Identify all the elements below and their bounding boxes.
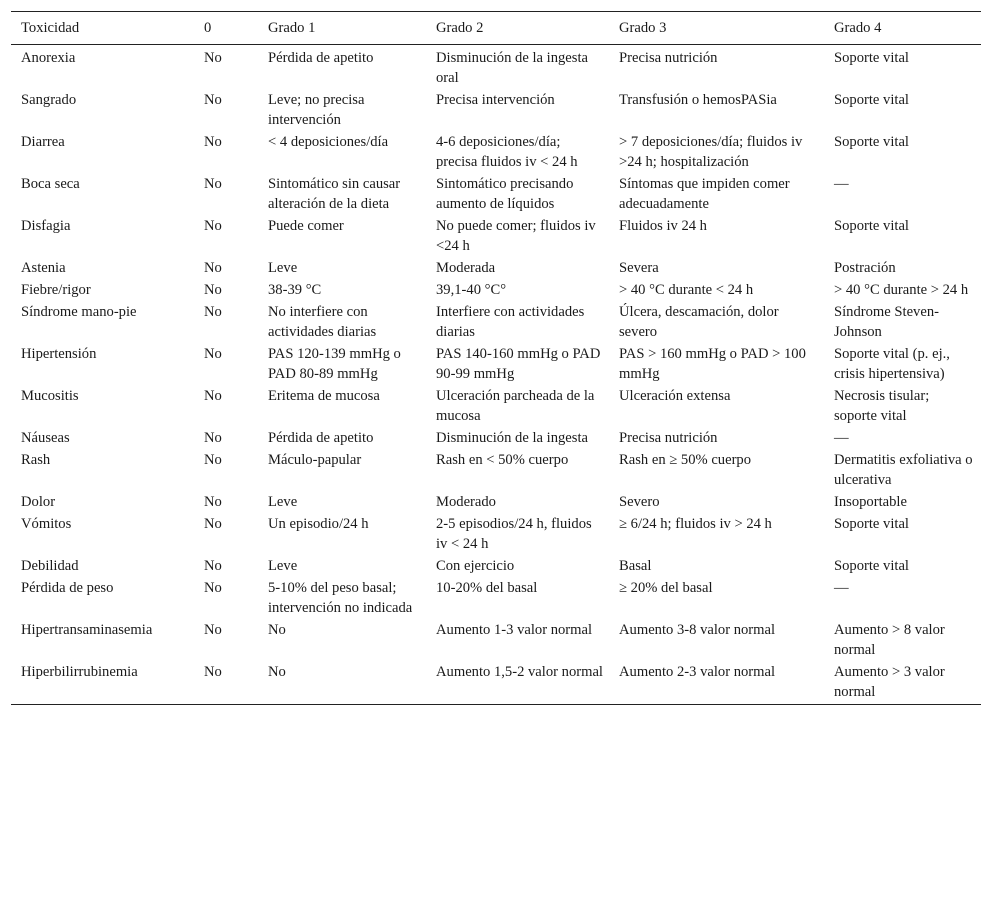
cell-grado-0: No <box>204 134 222 150</box>
cell-grado-3: Severa <box>619 260 659 276</box>
table-row <box>11 257 981 279</box>
table-row <box>11 131 981 173</box>
cell-grado-0: No <box>204 388 222 404</box>
table-row <box>11 577 981 619</box>
table-row <box>11 279 981 301</box>
cell-toxicidad: Dolor <box>21 494 56 510</box>
table-row <box>11 661 981 705</box>
table-row <box>11 449 981 491</box>
cell-grado-3: Aumento 2-3 valor normal <box>619 664 776 680</box>
cell-grado-4: Soporte vital (p. ej., crisis hipertensiva) <box>834 346 950 382</box>
cell-grado-1: < 4 deposiciones/día <box>268 134 389 150</box>
cell-grado-2: Disminución de la ingesta <box>436 430 588 446</box>
cell-grado-3: Síntomas que impiden comer adecuadamente <box>619 176 790 212</box>
cell-toxicidad: Sangrado <box>21 92 77 108</box>
cell-grado-2: Moderado <box>436 494 496 510</box>
cell-grado-1: Leve <box>268 558 298 574</box>
cell-toxicidad: Fiebre/rigor <box>21 282 91 298</box>
cell-grado-2: Disminución de la ingesta oral <box>436 50 588 86</box>
cell-grado-2: Ulceración parcheada de la mucosa <box>436 388 595 424</box>
cell-grado-3: ≥ 20% del basal <box>619 580 713 596</box>
cell-toxicidad: Vómitos <box>21 516 72 532</box>
cell-toxicidad: Mucositis <box>21 388 79 404</box>
cell-grado-1: Leve <box>268 494 298 510</box>
cell-grado-0: No <box>204 282 222 298</box>
cell-grado-4: Aumento > 8 valor normal <box>834 622 945 658</box>
cell-grado-2: No puede comer; fluidos iv <24 h <box>436 218 596 254</box>
cell-grado-3: Basal <box>619 558 652 574</box>
cell-grado-4: Necrosis tisular; soporte vital <box>834 388 930 424</box>
table-row <box>11 491 981 513</box>
cell-grado-0: No <box>204 516 222 532</box>
cell-toxicidad: Síndrome mano-pie <box>21 304 137 320</box>
cell-grado-4: Postración <box>834 260 896 276</box>
cell-grado-2: 10-20% del basal <box>436 580 538 596</box>
cell-toxicidad: Anorexia <box>21 50 76 66</box>
cell-grado-4: Insoportable <box>834 494 907 510</box>
table-row <box>11 555 981 577</box>
header-toxicidad: Toxicidad <box>21 20 80 36</box>
cell-grado-2: Precisa intervención <box>436 92 555 108</box>
cell-toxicidad: Hipertransaminasemia <box>21 622 153 638</box>
cell-grado-4: Síndrome Steven-Johnson <box>834 304 939 340</box>
cell-grado-4: Soporte vital <box>834 516 909 532</box>
cell-grado-1: No interfiere con actividades diarias <box>268 304 377 340</box>
cell-grado-4: — <box>834 580 849 596</box>
cell-grado-0: No <box>204 622 222 638</box>
cell-grado-4: Dermatitis exfoliativa o ulcerativa <box>834 452 973 488</box>
header-grado-4: Grado 4 <box>834 20 882 36</box>
cell-grado-2: Con ejercicio <box>436 558 515 574</box>
table-header <box>11 12 981 45</box>
cell-grado-4: Aumento > 3 valor normal <box>834 664 945 700</box>
cell-grado-4: > 40 °C durante > 24 h <box>834 282 969 298</box>
cell-grado-3: Ulceración extensa <box>619 388 731 404</box>
cell-grado-2: Moderada <box>436 260 496 276</box>
table-row <box>11 427 981 449</box>
cell-grado-1: 5-10% del peso basal; intervención no indicada <box>268 580 413 616</box>
cell-grado-4: Soporte vital <box>834 218 909 234</box>
toxicity-grade-table <box>11 11 981 705</box>
cell-grado-4: — <box>834 430 849 446</box>
cell-grado-2: Sintomático precisando aumento de líquidos <box>436 176 574 212</box>
cell-grado-0: No <box>204 494 222 510</box>
header-row <box>11 12 981 45</box>
table-row <box>11 385 981 427</box>
cell-grado-1: Un episodio/24 h <box>268 516 369 532</box>
cell-grado-1: Leve <box>268 260 298 276</box>
cell-grado-3: Úlcera, descamación, dolor severo <box>619 304 779 340</box>
cell-grado-1: No <box>268 622 286 638</box>
cell-grado-0: No <box>204 580 222 596</box>
cell-grado-0: No <box>204 176 222 192</box>
cell-grado-1: Pérdida de apetito <box>268 50 374 66</box>
table-row <box>11 619 981 661</box>
cell-toxicidad: Diarrea <box>21 134 65 150</box>
cell-toxicidad: Hiperbilirrubinemia <box>21 664 138 680</box>
cell-grado-1: PAS 120-139 mmHg o PAD 80-89 mmHg <box>268 346 401 382</box>
cell-grado-1: Leve; no precisa intervención <box>268 92 365 128</box>
cell-grado-0: No <box>204 452 222 468</box>
cell-grado-4: Soporte vital <box>834 50 909 66</box>
cell-grado-3: Precisa nutrición <box>619 50 718 66</box>
header-grado-1: Grado 1 <box>268 20 316 36</box>
cell-grado-2: Rash en < 50% cuerpo <box>436 452 569 468</box>
cell-grado-2: PAS 140-160 mmHg o PAD 90-99 mmHg <box>436 346 601 382</box>
cell-grado-0: No <box>204 50 222 66</box>
cell-grado-2: 2-5 episodios/24 h, fluidos iv < 24 h <box>436 516 592 552</box>
cell-grado-4: Soporte vital <box>834 558 909 574</box>
cell-grado-3: Transfusión o hemosPASia <box>619 92 777 108</box>
cell-toxicidad: Disfagia <box>21 218 71 234</box>
cell-grado-2: 4-6 deposiciones/día; precisa fluidos iv < 24 h <box>436 134 578 170</box>
cell-grado-1: Máculo-papular <box>268 452 362 468</box>
table-row <box>11 301 981 343</box>
cell-grado-4: Soporte vital <box>834 134 909 150</box>
cell-grado-3: Severo <box>619 494 660 510</box>
cell-grado-3: Rash en ≥ 50% cuerpo <box>619 452 752 468</box>
cell-grado-3: > 7 deposiciones/día; fluidos iv >24 h; hospitalización <box>619 134 803 170</box>
table-row <box>11 343 981 385</box>
cell-grado-0: No <box>204 664 222 680</box>
cell-toxicidad: Náuseas <box>21 430 70 446</box>
cell-grado-2: Interfiere con actividades diarias <box>436 304 585 340</box>
cell-grado-4: — <box>834 176 849 192</box>
cell-grado-1: No <box>268 664 286 680</box>
cell-toxicidad: Hipertensión <box>21 346 97 362</box>
cell-grado-1: 38-39 °C <box>268 282 322 298</box>
cell-grado-0: No <box>204 346 222 362</box>
cell-grado-0: No <box>204 260 222 276</box>
cell-grado-3: PAS > 160 mmHg o PAD > 100 mmHg <box>619 346 806 382</box>
cell-grado-0: No <box>204 558 222 574</box>
cell-grado-3: ≥ 6/24 h; fluidos iv > 24 h <box>619 516 772 532</box>
table-row <box>11 173 981 215</box>
cell-grado-2: Aumento 1,5-2 valor normal <box>436 664 603 680</box>
cell-grado-2: 39,1-40 °C° <box>436 282 507 298</box>
header-grado-3: Grado 3 <box>619 20 667 36</box>
cell-grado-0: No <box>204 218 222 234</box>
cell-toxicidad: Debilidad <box>21 558 79 574</box>
cell-grado-3: Aumento 3-8 valor normal <box>619 622 776 638</box>
cell-grado-0: No <box>204 430 222 446</box>
cell-toxicidad: Pérdida de peso <box>21 580 114 596</box>
cell-grado-0: No <box>204 92 222 108</box>
toxicity-table-container <box>11 11 981 705</box>
cell-toxicidad: Astenia <box>21 260 66 276</box>
cell-grado-1: Sintomático sin causar alteración de la dieta <box>268 176 401 212</box>
table-body <box>11 45 981 705</box>
table-row <box>11 45 981 90</box>
cell-toxicidad: Rash <box>21 452 51 468</box>
cell-grado-0: No <box>204 304 222 320</box>
cell-grado-2: Aumento 1-3 valor normal <box>436 622 593 638</box>
cell-grado-1: Eritema de mucosa <box>268 388 380 404</box>
cell-toxicidad: Boca seca <box>21 176 80 192</box>
cell-grado-1: Puede comer <box>268 218 344 234</box>
header-grado-2: Grado 2 <box>436 20 484 36</box>
table-row <box>11 89 981 131</box>
header-grado-0: 0 <box>204 20 212 36</box>
cell-grado-3: Precisa nutrición <box>619 430 718 446</box>
table-row <box>11 215 981 257</box>
table-row <box>11 513 981 555</box>
cell-grado-3: > 40 °C durante < 24 h <box>619 282 754 298</box>
cell-grado-3: Fluidos iv 24 h <box>619 218 707 234</box>
cell-grado-1: Pérdida de apetito <box>268 430 374 446</box>
cell-grado-4: Soporte vital <box>834 92 909 108</box>
